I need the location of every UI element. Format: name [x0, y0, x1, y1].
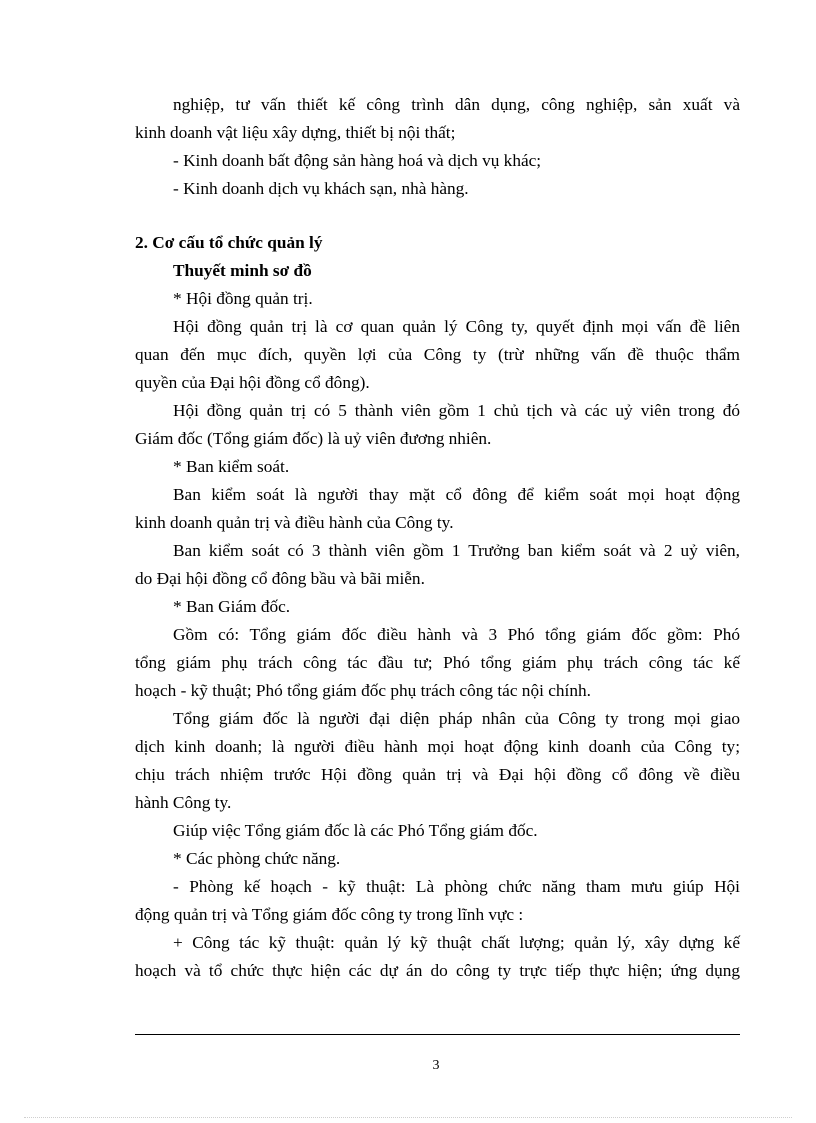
paragraph-line: quyền của Đại hội đồng cổ đông). [135, 373, 370, 392]
list-item: - Kinh doanh bất động sản hàng hoá và dịch vụ khác; [173, 151, 542, 170]
paragraph-line: Gồm có: Tổng giám đốc điều hành và 3 Phó tổng giám đốc gồm: Phó [173, 625, 740, 644]
page-number: 3 [432, 1058, 440, 1073]
list-item: - Kinh doanh dịch vụ khách sạn, nhà hàng. [173, 179, 469, 198]
paragraph-line: hoạch - kỹ thuật; Phó tổng giám đốc phụ trách công tác nội chính. [135, 681, 591, 700]
subsection-heading: Thuyết minh sơ đồ [173, 261, 312, 280]
paragraph-line: Giúp việc Tổng giám đốc là các Phó Tổng giám đốc. [173, 821, 538, 840]
section-heading: 2. Cơ cấu tổ chức quản lý [135, 233, 323, 252]
paragraph-line: kinh doanh quản trị và điều hành của Công ty. [135, 513, 454, 532]
paragraph-line: quan đến mục đích, quyền lợi của Công ty (trừ những vấn đề thuộc thẩm [135, 345, 740, 364]
paragraph-line: dịch kinh doanh; là người điều hành mọi hoạt động kinh doanh của Công ty; [135, 737, 740, 756]
paragraph-line: Hội đồng quản trị là cơ quan quản lý Công ty, quyết định mọi vấn đề liên [173, 317, 740, 336]
paragraph-line: chịu trách nhiệm trước Hội đồng quản trị và Đại hội đồng cổ đông về điều [135, 765, 740, 784]
paragraph-line: hành Công ty. [135, 793, 232, 812]
paragraph-line: - Phòng kế hoạch - kỹ thuật: Là phòng chức năng tham mưu giúp Hội [173, 877, 740, 896]
paragraph-line: kinh doanh vật liệu xây dựng, thiết bị nội thất; [135, 123, 456, 142]
item-heading: * Các phòng chức năng. [173, 849, 341, 868]
body-text [135, 91, 740, 985]
paragraph-line: Hội đồng quản trị có 5 thành viên gồm 1 chủ tịch và các uỷ viên trong đó [173, 401, 740, 420]
page-bottom-border [24, 1117, 792, 1118]
paragraph-line: Giám đốc (Tổng giám đốc) là uỷ viên đương nhiên. [135, 429, 492, 448]
paragraph-line: hoạch và tổ chức thực hiện các dự án do công ty trực tiếp thực hiện; ứng dụng [135, 961, 740, 980]
item-heading: * Ban kiểm soát. [173, 457, 290, 476]
item-heading: * Ban Giám đốc. [173, 597, 291, 616]
paragraph-line: Ban kiểm soát có 3 thành viên gồm 1 Trưởng ban kiểm soát và 2 uỷ viên, [173, 541, 740, 560]
paragraph-line: động quản trị và Tổng giám đốc công ty trong lĩnh vực : [135, 905, 524, 924]
paragraph-line: do Đại hội đồng cổ đông bầu và bãi miễn. [135, 569, 425, 588]
paragraph-line: Tổng giám đốc là người đại diện pháp nhân của Công ty trong mọi giao [173, 709, 740, 728]
paragraph-line: tổng giám phụ trách công tác đầu tư; Phó tổng giám phụ trách công tác kế [135, 653, 740, 672]
paragraph-line: + Công tác kỹ thuật: quản lý kỹ thuật chất lượng; quản lý, xây dựng kế [173, 933, 740, 952]
item-heading: * Hội đồng quản trị. [173, 289, 313, 308]
paragraph-line: nghiệp, tư vấn thiết kế công trình dân dụng, công nghiệp, sản xuất và [173, 95, 740, 114]
paragraph-line: Ban kiểm soát là người thay mặt cổ đông để kiểm soát mọi hoạt động [173, 485, 740, 504]
section-gap [135, 203, 740, 229]
footer-divider [135, 1034, 740, 1035]
